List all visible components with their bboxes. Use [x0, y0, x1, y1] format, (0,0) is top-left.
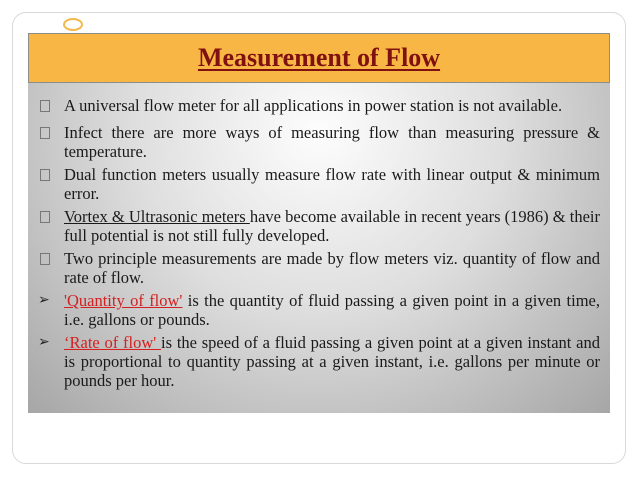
- list-item: [38, 123, 600, 161]
- bullet-text: A universal flow meter for all applications in power station is not available.: [64, 96, 563, 115]
- bullet-text-rest: have become available in recent years (1986) & their full potential is not still fully developed.: [64, 207, 600, 245]
- list-item: [38, 207, 600, 245]
- arrow-bullet-icon: ➢: [38, 335, 50, 350]
- bullet-text: Infect there are more ways of measuring flow than measuring pressure & temperature.: [64, 123, 600, 161]
- list-item: [38, 333, 600, 390]
- bullet-text: Dual function meters usually measure flow rate with linear output & minimum error.: [64, 165, 600, 203]
- bullet-text: [64, 333, 600, 390]
- list-item: [38, 96, 600, 119]
- square-bullet-icon: [38, 96, 64, 119]
- bullet-list: [38, 96, 600, 394]
- list-item: [38, 291, 600, 329]
- underlined-term: Vortex & Ultrasonic meters: [64, 207, 250, 226]
- square-bullet-icon: [38, 207, 64, 230]
- bullet-text-rest: is the speed of a fluid passing a given point at a given instant and is proportional to quantity passing at a given instant, i.e. gallons per minute or pounds per hour.: [64, 333, 600, 390]
- list-item: [38, 249, 600, 287]
- bullet-text-rest: is the quantity of fluid passing a given point in a given time, i.e. gallons or pounds.: [64, 291, 600, 329]
- arrow-bullet-icon: ➢: [38, 293, 50, 308]
- square-bullet-icon: [38, 165, 64, 188]
- highlighted-term: ‘Rate of flow': [64, 333, 162, 352]
- square-bullet-icon: [38, 123, 64, 146]
- decorative-oval: [63, 18, 83, 31]
- highlighted-term: 'Quantity of flow': [64, 291, 183, 310]
- list-item: [38, 165, 600, 203]
- title-bar: [28, 33, 610, 83]
- bullet-text: [64, 207, 600, 245]
- bullet-text: [64, 291, 600, 329]
- square-bullet-icon: [38, 249, 64, 272]
- slide-title: Measurement of Flow: [197, 43, 441, 72]
- bullet-text: Two principle measurements are made by flow meters viz. quantity of flow and rate of flow.: [64, 249, 600, 287]
